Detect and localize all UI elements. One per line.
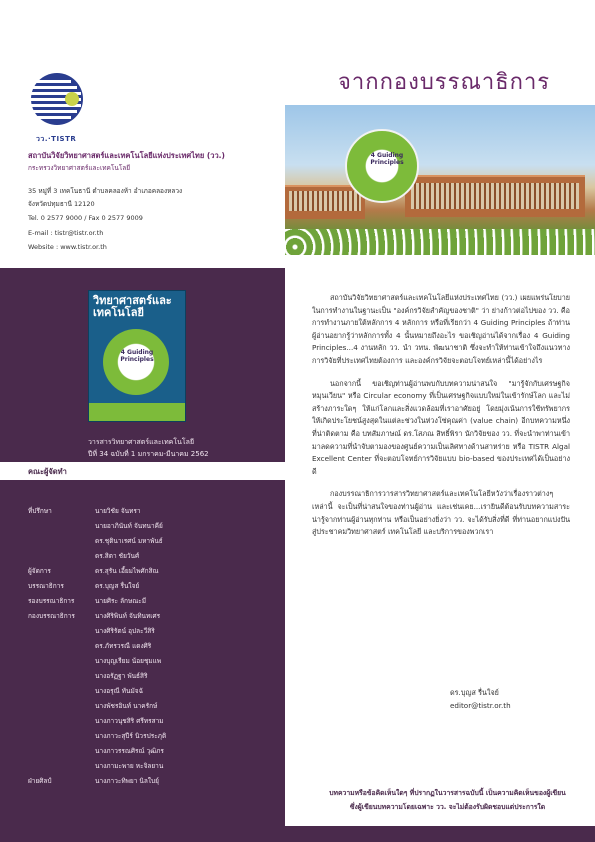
signature-name: ดร.บุญส รื่นใจย์ [450,688,499,697]
team-name: นางศิริพินท์ จันทินทเศร [95,612,161,620]
magazine-cover [88,290,186,422]
magazine-cover-title: วิทยาศาสตร์และเทคโนโลยี [93,294,172,319]
team-name: ดร.สิตา ชัยวันศ์ [95,552,140,560]
team-name: ดร.บุญส รื่นใจย์ [95,582,140,590]
organization-name: สถาบันวิจัยวิทยาศาสตร์และเทคโนโลยีแห่งประเทศไทย (วว.) [28,151,225,160]
team-name: นางศิริรัตน์ อุปละวีสิริ [95,627,155,635]
flowers-foreground [285,229,595,255]
team-name: ดร.ชุตินาเรศน์ มหาพันธ์ [95,537,163,545]
logo-label: วว.·TISTR [36,135,77,143]
team-role: รองบรรณาธิการ [28,597,75,605]
guiding-principles-badge-icon [345,129,419,203]
footer-notice-box [285,778,595,820]
editorial-paragraph: นอกจากนี้ ขอเชิญท่านผู้อ่านพบกับบทความน่าสนใจ "มารู้จักกับเศรษฐกิจหมุนเวียน" หรือ Circular economy ที่เป็นเศรษฐกิจแบบใหม่ในเข้ารักษ์โลก และไม่สร้างภาระใดๆ ให้แก่โลกและสิ่งแวดล้อมที่เราอาศัยอยู่ โดยมุ่งเน้นการใช้ทรัพยากรให้เกิดประโยชน์สูงสุดในแต่ละช่วงในห่วงโซ่คุณค่า (value chain) อีกบทความหนึ่งที่น่าติดตาม คือ บทสัมภาษณ์ ดร.โสภณ สิทธิ์พิรา นักวิจัยของ วว. ที่จะนำพาท่านเข้ามาลดความที่นำจับตามองของศูนย์ความเป็นเลิศทางด้านสาหร่าย หรือ TISTR Algal Excellent Center ที่จะตอบโจทย์การวิจัยแบบ bio-based ของประเทศได้เป็นอย่างดี [312,378,570,476]
campus-photo [285,105,595,255]
bottom-strip [285,826,595,842]
magazine-caption-line1: วารสารวิทยาศาสตร์และเทคโนโลยี [88,438,195,446]
magazine-caption-line2: ปีที่ 34 ฉบับที่ 1 มกราคม-มีนาคม 2562 [88,450,209,458]
footer-line2: ซึ่งผู้เขียนบทความโดยเฉพาะ วว. จะไม่ต้องรับผิดชอบแต่ประการใด [349,803,546,811]
magazine-cover-footer [89,403,185,421]
team-name: นายอาภินันท์ จันทนาคีย์ [95,522,163,530]
editorial-body [312,292,570,539]
team-name: นางภาวนุชสิริ ศรีทรสาม [95,717,164,725]
team-name: นางอรัฏฐา พันธ์สิริ [95,672,148,680]
team-name: นางภามะพาย หะจิลยาน [95,762,164,770]
team-role: กองบรรณาธิการ [28,612,75,620]
editorial-paragraph: กองบรรณาธิการวารสารวิทยาศาสตร์และเทคโนโลยีหวังว่าเรื่องราวต่างๆ เหล่านี้ จะเป็นที่น่าสนใจของท่านผู้อ่าน และเช่นเคย...เรายินดีต้อนรับบทความสาระน่ารู้จากท่านผู้อ่านทุกท่าน หรือเป็นอย่างยิ่งว่า วว. จะได้รับสิ่งที่ดี ที่ท่านอยากแบ่งปันสู่ประชาคมวิทยาศาสตร์ เทคโนโลยี และบริการของพวกเรา [312,489,570,537]
photo-badge-label: 4 Guiding Principles [370,152,404,166]
team-role: ผู้จัดการ [28,567,51,575]
team-header: คณะผู้จัดทำ [28,467,67,476]
team-name: ดร.ภัทรวรณี แดงศิริ [95,642,152,650]
team-name: นางภาวะสุปีร์ นิวรประภุติ [95,732,167,740]
footer-line1: บทความหรือข้อคิดเห็นใดๆ ที่ปรากฏในวารสารฉบับนี้ เป็นความคิดเห็นของผู้เขียน [329,789,566,797]
signature-email: editor@tistr.or.th [450,701,511,710]
building-windows [411,183,579,209]
editorial-title: จากกองบรรณาธิการ [338,70,551,95]
magazine-cover-badge: 4 Guiding Principles [120,349,154,363]
editorial-paragraph: สถาบันวิจัยวิทยาศาสตร์และเทคโนโลยีแห่งประเทศไทย (วว.) เผยแพร่นโยบายในการทำงานในฐานะเป็น "องค์กรวิจัยสำคัญของชาติ" ว่า ย่างก้าวต่อไปของ วว. คือ การทำงานภายใต้หลักการ 4 หลักการ หรือที่เรียกว่า 4 Guiding Principles ถ้าท่านผู้อ่านอยากรู้ว่าหลักการทั้ง 4 นั้นหมายถึงอะไร ขอเชิญอ่านได้จากเรื่อง 4 Guiding Principles...4 งานหลัก วว. นำ วทน. พัฒนาชาติ ซึ่งจะทำให้ท่านเข้าใจถึงแนวทางการวิจัยที่ประเทศไทยต้องการ และองค์กรวิจัยจะตอบโจทย์เหล่านี้ได้อย่างไร [312,293,570,365]
address-line2: จังหวัดปทุมธานี 12120 [28,200,95,208]
team-name: นางบุญเรียม น้อยชุมแพ [95,657,162,665]
team-role: บรรณาธิการ [28,582,64,590]
team-role: ฝ่ายศิลป์ [28,777,52,785]
team-name: นางภาวรรณศิรณ์ วุฒิภร [95,747,164,755]
team-header-bar [0,462,285,480]
team-name: นางภาวะทิพยา นิลใบยุ์ [95,777,159,785]
team-name: ดร.สุรัน เอี้ยมไพศักสิณ [95,567,159,575]
address-line1: 35 หมู่ที่ 3 เทคโนธานี ตำบลคลองห้า อำเภอคลองหลวง [28,187,183,195]
organization-ministry: กระทรวงวิทยาศาสตร์และเทคโนโลยี [28,164,131,172]
team-name: นางพัชรอินท์ นาครักษ์ [95,702,158,710]
team-name: นางอรุณี ทันมัจฉั [95,687,144,695]
website-text: Website : www.tistr.or.th [28,243,107,251]
team-name: นายวิชัย จันทรา [95,507,141,515]
tistr-logo-icon [28,70,86,132]
team-role: ที่ปรึกษา [28,507,52,515]
left-info-panel [0,0,285,268]
email-text: E-mail : tistr@tistr.or.th [28,229,104,237]
phone-text: Tel. 0 2577 9000 / Fax 0 2577 9009 [28,214,143,222]
building-windows [289,191,361,211]
team-name: นายศิระ ลักษณะมี [95,597,147,605]
